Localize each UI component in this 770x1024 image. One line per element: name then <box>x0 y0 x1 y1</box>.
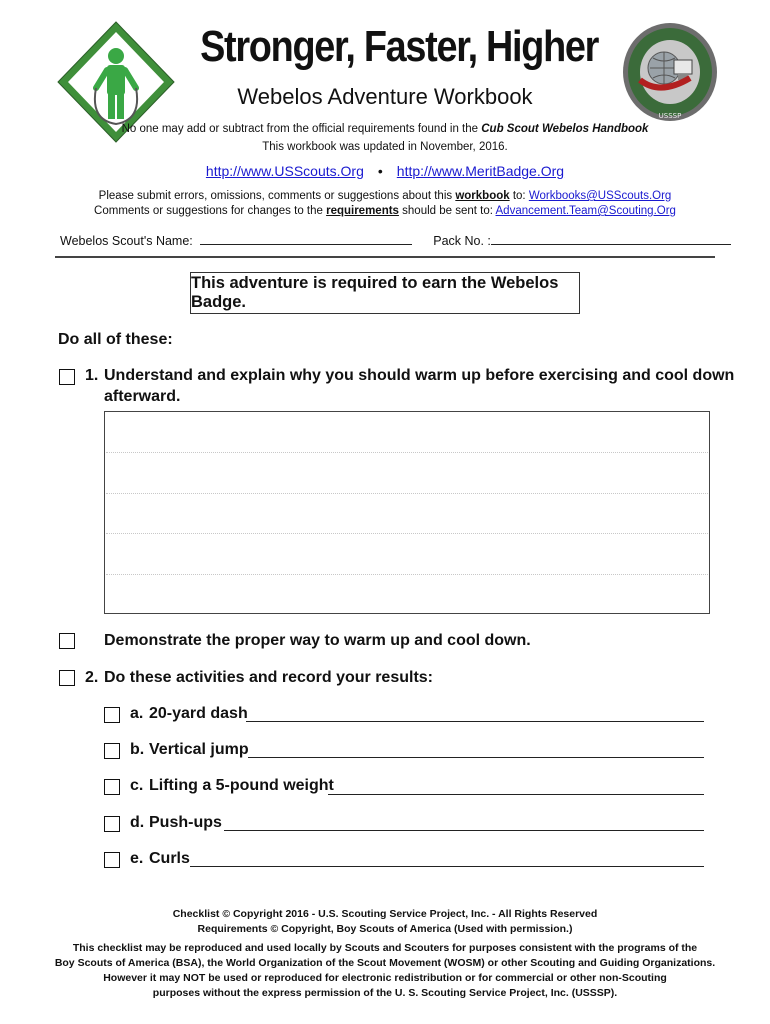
activity-e-label: Curls <box>149 850 190 867</box>
scout-name-field[interactable] <box>200 233 412 245</box>
advancement-email-link[interactable]: Advancement.Team@Scouting.Org <box>495 205 676 217</box>
req1b-checkbox[interactable] <box>59 633 75 649</box>
page-subtitle: Webelos Adventure Workbook <box>237 84 533 109</box>
footer-usage-line4: purposes without the express permission of the U. S. Scouting Service Project, Inc. (USSSP). <box>152 987 618 999</box>
activity-c-result-field[interactable] <box>328 794 704 795</box>
footer-copyright: Checklist © Copyright 2016 - U.S. Scouting Service Project, Inc. - All Rights Reserved <box>172 908 598 920</box>
activity-a-checkbox[interactable] <box>104 707 120 723</box>
req1b-text: Demonstrate the proper way to warm up and cool down. <box>104 632 531 649</box>
required-notice-box <box>190 272 580 314</box>
required-notice-text: This adventure is required to earn the Webelos Badge. <box>191 274 559 311</box>
footer-usage-line1: This checklist may be reproduced and used locally by Scouts and Scouters for purposes consistent with the programs of the <box>72 942 698 954</box>
req2-number: 2. <box>85 669 99 686</box>
workbooks-email-link[interactable]: Workbooks@USScouts.Org <box>528 190 672 202</box>
activity-e-result-field[interactable] <box>190 866 704 867</box>
activity-c-letter: c. <box>130 777 144 794</box>
activity-c-checkbox[interactable] <box>104 779 120 795</box>
activity-d-letter: d. <box>130 814 145 831</box>
website-links <box>60 163 710 179</box>
activity-a-result-field[interactable] <box>246 721 704 722</box>
activity-b-letter: b. <box>130 741 145 758</box>
activity-e-letter: e. <box>130 850 144 867</box>
changes-notice: Comments or suggestions for changes to the requirements should be sent to: Advancement.Team@Scouting.Org <box>94 205 676 217</box>
activity-d-checkbox[interactable] <box>104 816 120 832</box>
meritbadge-link[interactable]: http://www.MeritBadge.Org <box>396 163 565 179</box>
activity-b-label: Vertical jump <box>149 741 249 758</box>
activity-a-letter: a. <box>130 705 144 722</box>
req1-answer-box[interactable] <box>104 411 710 614</box>
link-separator: • <box>377 163 383 179</box>
req2-text: Do these activities and record your results: <box>104 669 433 686</box>
req1-number: 1. <box>85 367 99 384</box>
req1-text: Understand and explain why you should warm up before exercising and cool down <box>104 367 735 384</box>
req1-checkbox[interactable] <box>59 369 75 385</box>
footer-usage-line2: Boy Scouts of America (BSA), the World Organization of the Scout Movement (WOSM) or other Scouting and Guiding Organizations. <box>54 957 716 969</box>
scout-name-label: Webelos Scout's Name: <box>60 234 193 248</box>
handbook-title: Cub Scout Webelos Handbook <box>481 123 649 135</box>
seal-text: USSSP <box>658 112 682 120</box>
activity-e-checkbox[interactable] <box>104 852 120 868</box>
activity-d-label: Push-ups <box>149 814 222 831</box>
answer-line <box>106 533 708 534</box>
activity-a-label: 20-yard dash <box>149 705 248 722</box>
pack-number-field[interactable] <box>491 233 731 245</box>
updated-notice: This workbook was updated in November, 2016. <box>262 141 508 153</box>
name-pack-row <box>60 233 710 248</box>
answer-line <box>106 574 708 575</box>
official-requirements-notice: No one may add or subtract from the official requirements found in the Cub Scout Webelos Handbook <box>121 123 649 135</box>
usscouts-link[interactable]: http://www.USScouts.Org <box>205 163 364 179</box>
errors-notice: Please submit errors, omissions, comments or suggestions about this workbook to: Workbooks@USScouts.Org <box>98 190 672 202</box>
req2-checkbox[interactable] <box>59 670 75 686</box>
activity-d-result-field[interactable] <box>224 830 704 831</box>
answer-line <box>106 493 708 494</box>
usssp-seal <box>620 20 720 124</box>
footer-requirements-copyright: Requirements © Copyright, Boy Scouts of America (Used with permission.) <box>197 923 573 935</box>
activity-b-checkbox[interactable] <box>104 743 120 759</box>
page-title: Stronger, Faster, Higher <box>200 22 599 71</box>
pack-number-label: Pack No. : <box>433 234 491 248</box>
scouting-service-seal-icon <box>620 20 720 124</box>
section-heading: Do all of these: <box>58 331 173 348</box>
footer-usage-line3: However it may NOT be used or reproduced for electronic redistribution or for commercial or other non-Scouting <box>103 972 667 984</box>
activity-b-result-field[interactable] <box>248 757 704 758</box>
answer-line <box>106 452 708 453</box>
header-divider <box>55 256 715 258</box>
activity-c-label: Lifting a 5-pound weight <box>149 777 334 794</box>
req1-text-continued: afterward. <box>104 388 181 405</box>
